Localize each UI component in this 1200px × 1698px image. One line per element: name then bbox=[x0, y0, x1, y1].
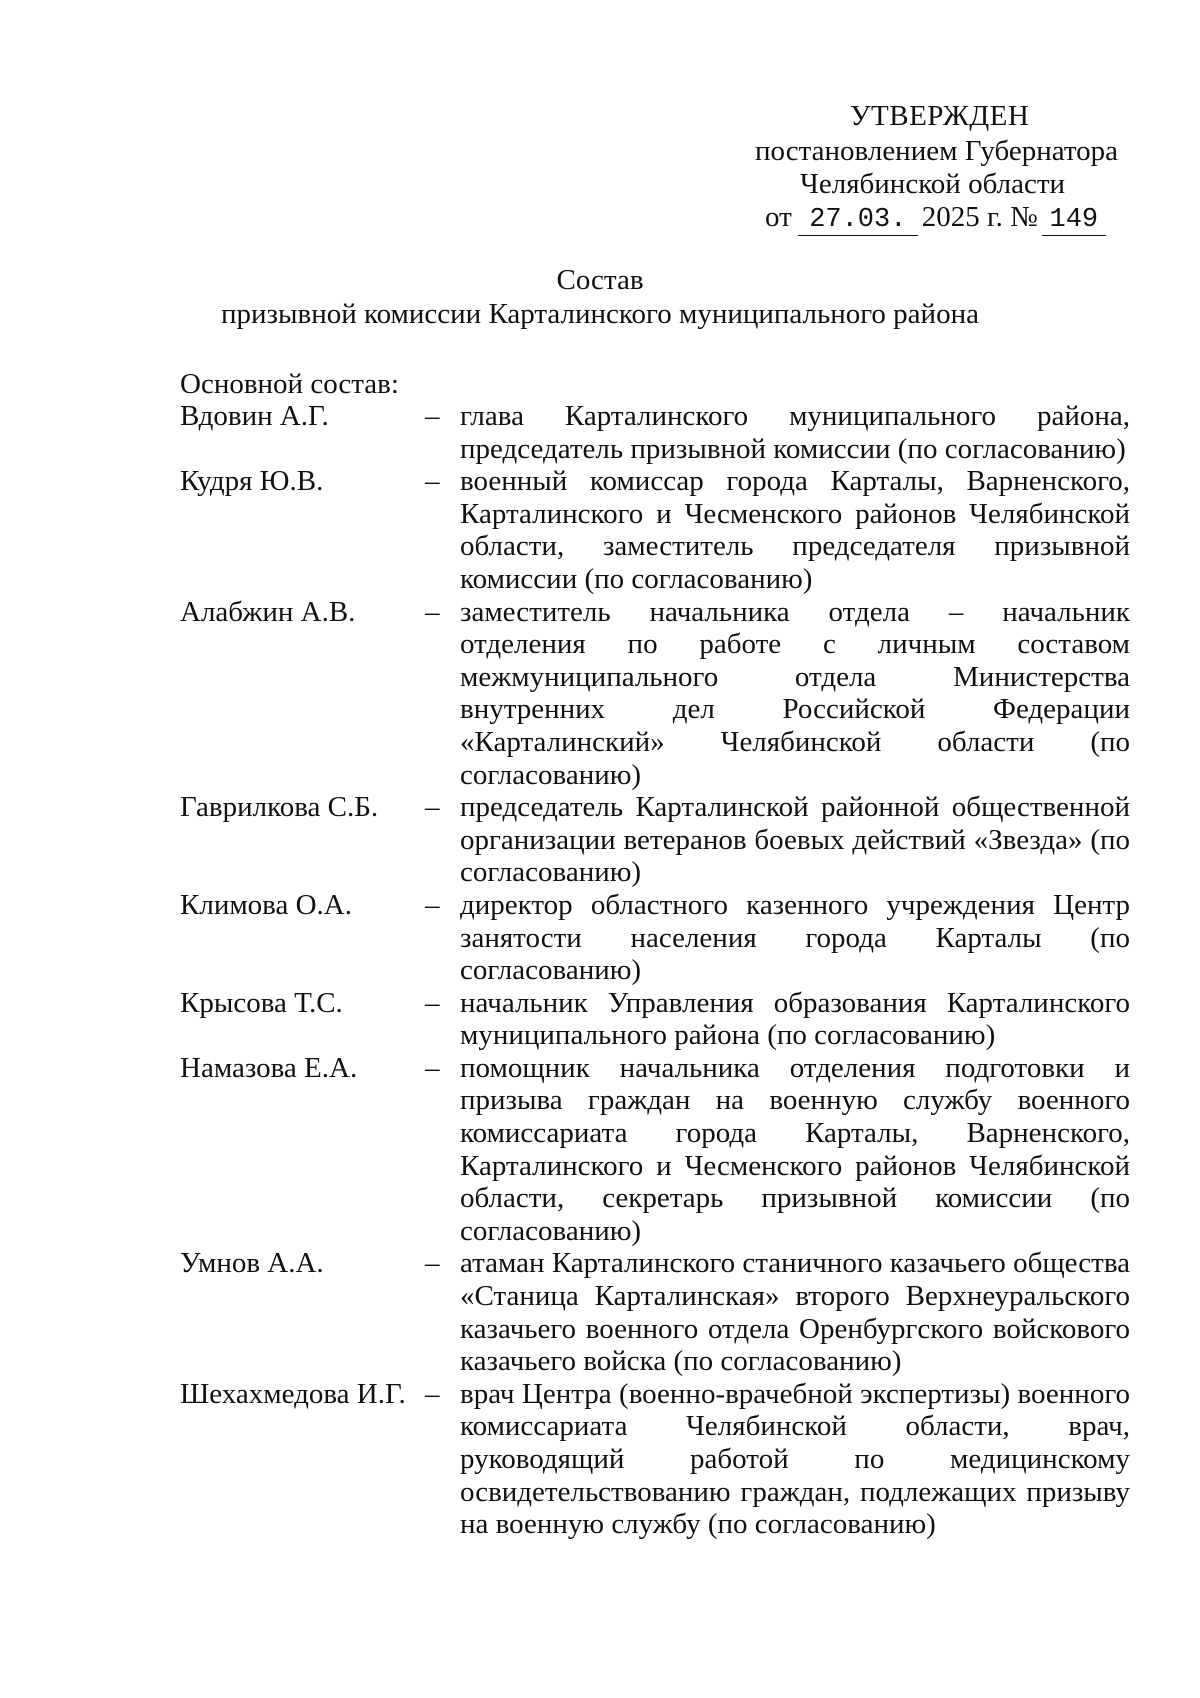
document-subtitle: призывной комиссии Карталинского муниципального района bbox=[221, 298, 979, 330]
member-name: Кудря Ю.В. bbox=[180, 465, 324, 498]
member-role: помощник начальника отделения подготовки и призыва граждан на военную службу военного комиссариата города Карталы, Варненского, Карталинского и Чесменского районов Челябинской области, секретарь призывной комиссии (по согласованию) bbox=[460, 1051, 1130, 1247]
approval-date-number-line bbox=[765, 201, 1106, 236]
approval-year: 2025 г. № bbox=[921, 201, 1038, 233]
member-dash: – bbox=[425, 1247, 440, 1280]
member-role: директор областного казенного учреждения Центр занятости населения города Карталы (по согласованию) bbox=[460, 888, 1130, 987]
member-dash: – bbox=[425, 400, 440, 432]
member-name: Алабжин А.В. bbox=[180, 595, 356, 628]
member-name: Шехахмедова И.Г. bbox=[180, 1377, 406, 1410]
member-name: Намазова Е.А. bbox=[180, 1051, 358, 1084]
section-label: Основной состав: bbox=[180, 368, 399, 400]
approval-number: 149 bbox=[1042, 205, 1106, 236]
member-dash: – bbox=[425, 888, 440, 921]
approval-date: 27.03. bbox=[798, 205, 918, 236]
member-row bbox=[180, 465, 1130, 595]
member-row bbox=[180, 1247, 1130, 1377]
member-name: Гаврилкова С.Б. bbox=[180, 791, 379, 824]
approval-decree-line: постановлением Губернатора bbox=[755, 135, 1119, 167]
member-row bbox=[180, 1378, 1130, 1541]
member-name: Умнов А.А. bbox=[180, 1247, 324, 1280]
member-row bbox=[180, 889, 1130, 987]
member-dash: – bbox=[425, 595, 440, 628]
document-title: Состав bbox=[556, 264, 644, 296]
member-row bbox=[180, 791, 1130, 889]
member-dash: – bbox=[425, 791, 440, 824]
member-row bbox=[180, 596, 1130, 792]
member-role: военный комиссар города Карталы, Варненского, Карталинского и Чесменского районов Челябинской области, заместитель председателя призывной комиссии (по согласованию) bbox=[460, 465, 1130, 595]
member-name: Вдовин А.Г. bbox=[180, 400, 329, 432]
member-row bbox=[180, 400, 1130, 465]
member-row bbox=[180, 987, 1130, 1052]
member-name: Крысова Т.С. bbox=[180, 986, 343, 1019]
member-dash: – bbox=[425, 1051, 440, 1084]
member-role: заместитель начальника отдела – начальник отделения по работе с личным составом межмуниципального отдела Министерства внутренних дел Российской Федерации «Карталинский» Челябинской области (по согласованию) bbox=[460, 595, 1130, 791]
member-dash: – bbox=[425, 465, 440, 498]
member-role: начальник Управления образования Карталинского муниципального района (по согласованию) bbox=[460, 986, 1130, 1052]
member-role: атаман Карталинского станичного казачьего общества «Станица Карталинская» второго Верхнеуральского казачьего военного отдела Оренбургского войскового казачьего войска (по согласованию) bbox=[460, 1247, 1130, 1378]
member-role: врач Центра (военно-врачебной экспертизы) военного комиссариата Челябинской области, врач, руководящий работой по медицинскому освидетельствованию граждан, подлежащих призыву на военную службу (по согласованию) bbox=[460, 1377, 1130, 1541]
member-name: Климова О.А. bbox=[180, 888, 353, 921]
member-row bbox=[180, 1052, 1130, 1248]
member-dash: – bbox=[425, 986, 440, 1019]
approval-prefix: от bbox=[765, 201, 792, 233]
approval-region-line: Челябинской области bbox=[800, 168, 1066, 200]
member-role: глава Карталинского муниципального района, председатель призывной комиссии (по согласованию) bbox=[460, 400, 1130, 465]
approval-title: УТВЕРЖДЕН bbox=[850, 100, 1030, 132]
members-list bbox=[180, 400, 1130, 1541]
member-role: председатель Карталинской районной общественной организации ветеранов боевых действий «Звезда» (по согласованию) bbox=[460, 791, 1130, 889]
member-dash: – bbox=[425, 1377, 440, 1410]
